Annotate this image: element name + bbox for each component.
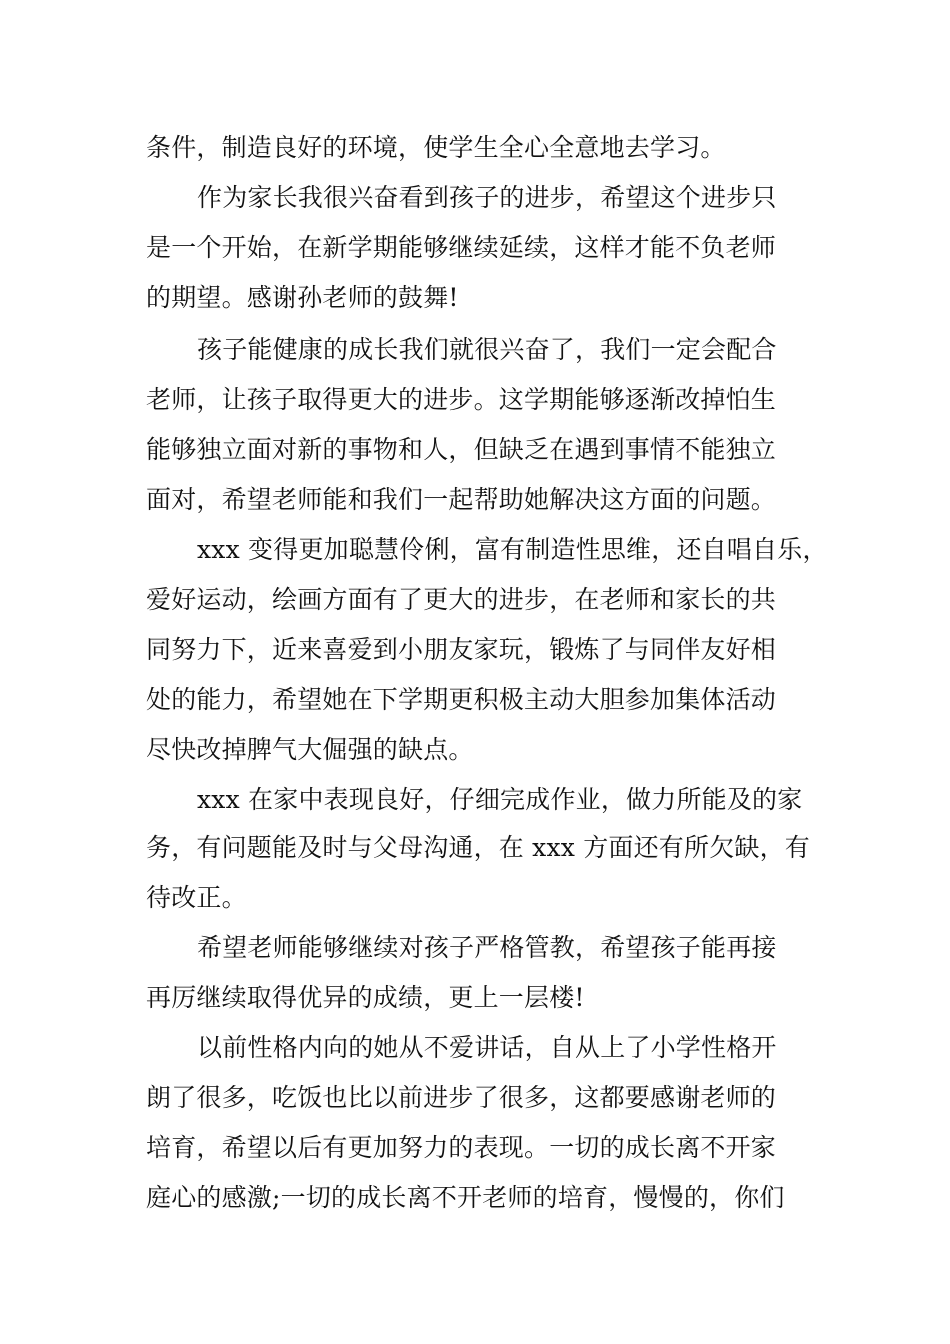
text-line: 培育，希望以后有更加努力的表现。一切的成长离不开家 [146,1133,777,1162]
text-line: 再厉继续取得优异的成绩，更上一层楼! [146,983,585,1012]
text-line: 庭心的感激;一切的成长离不开老师的培育，慢慢的，你们 [146,1183,785,1212]
text-line: 以前性格内向的她从不爱讲话，自从上了小学性格开 [197,1033,777,1062]
text-line: 老师，让孩子取得更大的进步。这学期能够逐渐改掉怕生 [146,385,777,414]
text-line: 处的能力，希望她在下学期更积极主动大胆参加集体活动 [146,685,777,714]
text-line: 待改正。 [146,883,247,912]
text-line: 条件，制造良好的环境，使学生全心全意地去学习。 [146,133,726,162]
text-line: 希望老师能够继续对孩子严格管教，希望孩子能再接 [197,933,777,962]
text-line: 朗了很多，吃饭也比以前进步了很多，这都要感谢老师的 [146,1083,777,1112]
text-line: 的期望。感谢孙老师的鼓舞! [146,283,459,312]
text-line: 作为家长我很兴奋看到孩子的进步，希望这个进步只 [197,183,777,212]
text-line: 同努力下，近来喜爱到小朋友家玩，锻炼了与同伴友好相 [146,635,777,664]
text-line: 尽快改掉脾气大倔强的缺点。 [146,735,474,764]
text-line: 面对，希望老师能和我们一起帮助她解决这方面的问题。 [146,485,777,514]
text-line: 是一个开始，在新学期能够继续延续，这样才能不负老师 [146,233,777,262]
text-line: 爱好运动，绘画方面有了更大的进步，在老师和家长的共 [146,585,777,614]
text-line: 孩子能健康的成长我们就很兴奋了，我们一定会配合 [197,335,777,364]
text-line: xxx 在家中表现良好，仔细完成作业，做力所能及的家 [197,785,803,814]
text-line: 能够独立面对新的事物和人，但缺乏在遇到事情不能独立 [146,435,777,464]
text-line: xxx 变得更加聪慧伶俐，富有制造性思维，还自唱自乐， [197,535,828,564]
text-line: 务，有问题能及时与父母沟通，在 xxx 方面还有所欠缺，有 [146,833,810,862]
